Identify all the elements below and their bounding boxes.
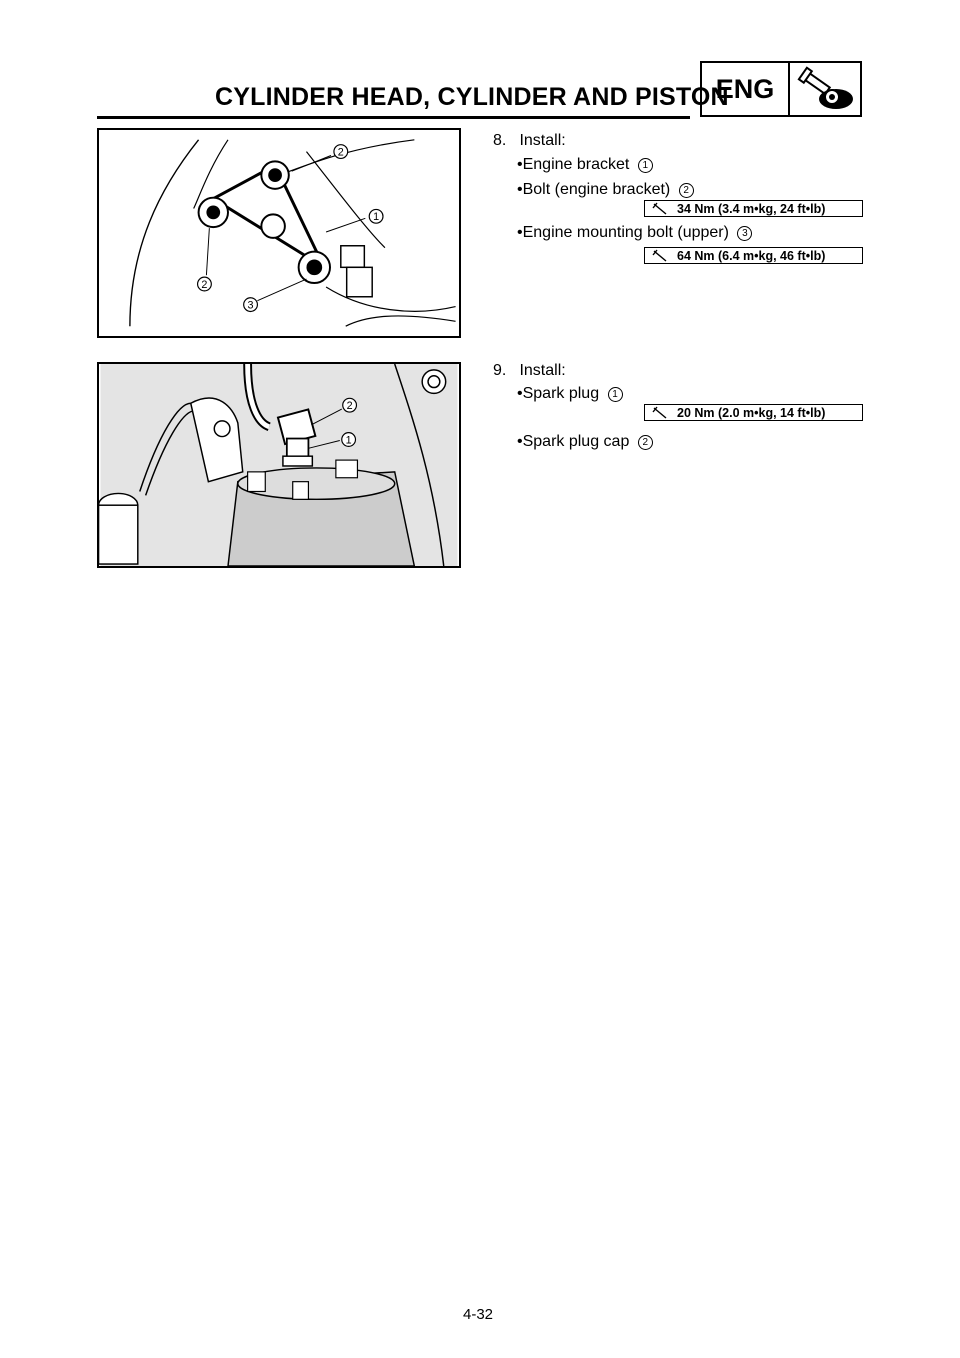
step-9-number: 9. bbox=[493, 362, 507, 379]
item-text: •Engine mounting bolt (upper) bbox=[517, 224, 729, 241]
step-8 bbox=[493, 131, 566, 151]
torque-spec-spark-plug bbox=[644, 404, 863, 421]
item-ref: 1 bbox=[638, 158, 653, 173]
header-rule bbox=[97, 116, 690, 119]
torque-spec-bracket-bolt bbox=[644, 200, 863, 217]
step-8-item-1 bbox=[517, 155, 653, 175]
torque-value: 34 Nm (3.4 m•kg, 24 ft•lb) bbox=[677, 201, 826, 216]
item-ref: 1 bbox=[608, 387, 623, 402]
callout-2-left bbox=[198, 277, 212, 291]
engine-bracket-illustration bbox=[97, 128, 461, 338]
item-ref: 3 bbox=[737, 226, 752, 241]
step-9-item-2 bbox=[517, 432, 653, 452]
torque-wrench-icon bbox=[645, 201, 675, 216]
item-text: •Bolt (engine bracket) bbox=[517, 181, 671, 198]
item-text: •Engine bracket bbox=[517, 156, 630, 173]
torque-wrench-icon bbox=[645, 405, 675, 420]
callout-1 bbox=[369, 209, 383, 223]
torque-wrench-icon bbox=[645, 248, 675, 263]
svg-text:3: 3 bbox=[247, 299, 254, 312]
step-8-label: Install: bbox=[519, 132, 566, 149]
item-ref: 2 bbox=[638, 435, 653, 450]
svg-text:1: 1 bbox=[373, 211, 380, 224]
section-tag-box bbox=[700, 61, 862, 117]
section-tag-label: ENG bbox=[702, 63, 790, 115]
step-8-item-3 bbox=[517, 223, 752, 243]
svg-text:2: 2 bbox=[201, 278, 208, 291]
step-9-item-1 bbox=[517, 384, 623, 404]
page-title: CYLINDER HEAD, CYLINDER AND PISTON bbox=[215, 83, 729, 111]
item-ref: 2 bbox=[679, 183, 694, 198]
item-text: •Spark plug cap bbox=[517, 433, 630, 450]
engine-wrench-icon bbox=[790, 63, 860, 115]
spark-plug-illustration bbox=[97, 362, 461, 568]
torque-value: 64 Nm (6.4 m•kg, 46 ft•lb) bbox=[677, 248, 826, 263]
callout-3 bbox=[244, 298, 258, 312]
callout-1 bbox=[342, 433, 356, 447]
callout-2-top bbox=[334, 145, 348, 159]
svg-text:2: 2 bbox=[337, 146, 344, 159]
page-number: 4-32 bbox=[463, 1306, 494, 1323]
step-8-number: 8. bbox=[493, 132, 507, 149]
torque-value: 20 Nm (2.0 m•kg, 14 ft•lb) bbox=[677, 405, 826, 420]
step-9-label: Install: bbox=[519, 362, 566, 379]
callout-2 bbox=[343, 398, 357, 412]
step-8-item-2 bbox=[517, 180, 694, 200]
step-9 bbox=[493, 361, 566, 381]
item-text: •Spark plug bbox=[517, 385, 600, 402]
torque-spec-mounting-bolt bbox=[644, 247, 863, 264]
svg-text:2: 2 bbox=[346, 400, 353, 413]
svg-text:1: 1 bbox=[345, 434, 352, 447]
